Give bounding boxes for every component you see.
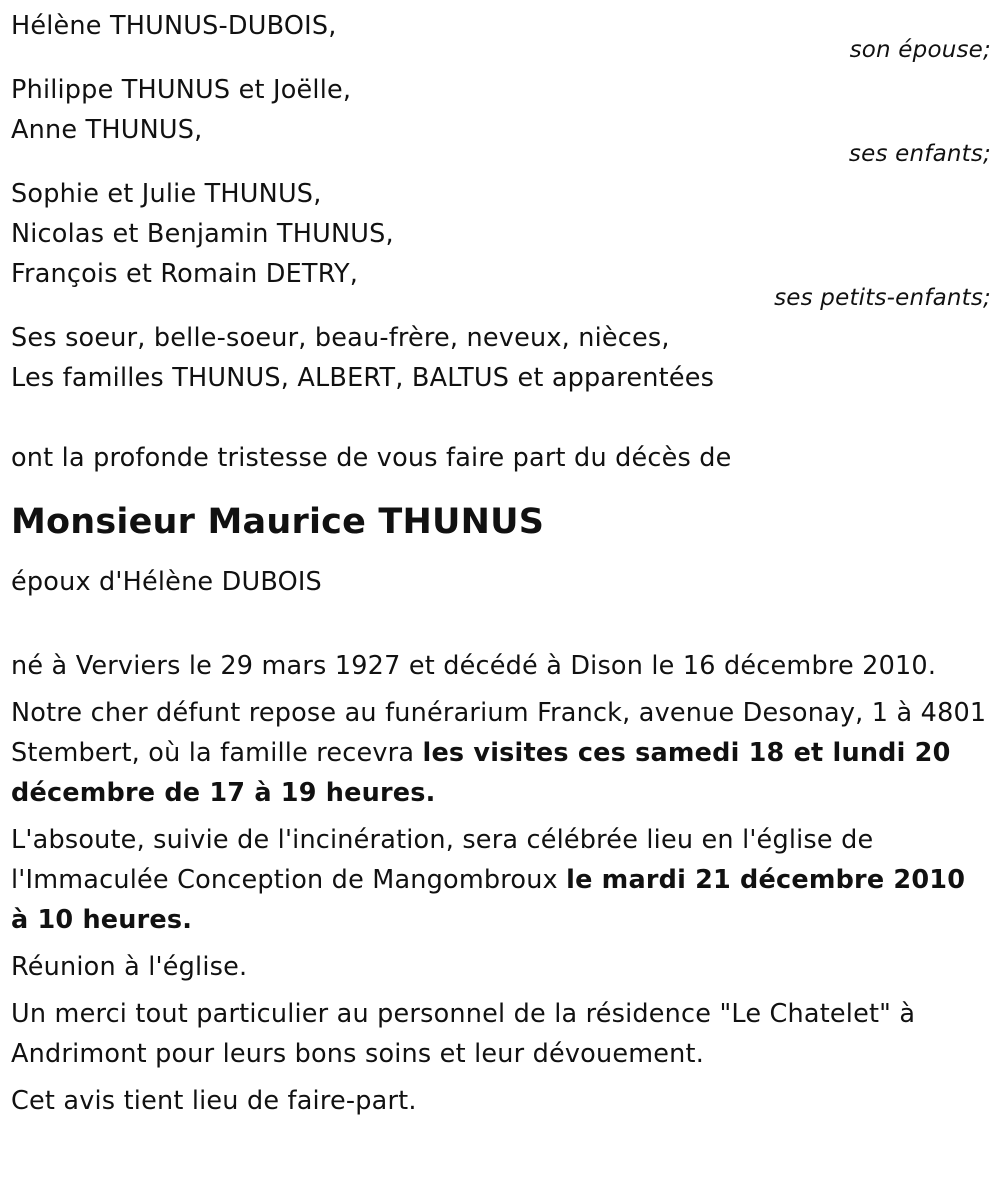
spouse-group xyxy=(11,6,991,62)
family-line: Les familles THUNUS, ALBERT, BALTUS et apparentées xyxy=(11,363,715,393)
birth-death-text: né à Verviers le 29 mars 1927 et décédé à Dison le 16 décembre 2010. xyxy=(11,651,937,681)
spouse-of-text: époux d'Hélène DUBOIS xyxy=(11,567,322,597)
child-line: Philippe THUNUS et Joëlle, xyxy=(11,75,352,105)
visits-paragraph xyxy=(11,693,991,813)
child-line: Anne THUNUS, xyxy=(11,115,203,145)
grandchild-line: François et Romain DETRY, xyxy=(11,259,359,289)
spouse-role: son épouse; xyxy=(849,37,991,63)
children-group xyxy=(11,70,991,166)
grandchildren-role: ses petits-enfants; xyxy=(774,285,991,311)
ceremony-text: L'absoute, suivie de l'incinération, sera célébrée lieu en l'église de l'Immaculée Conception de Mangombroux xyxy=(11,825,874,895)
family-group xyxy=(11,318,991,398)
grandchildren-group xyxy=(11,174,991,310)
closing-text: Cet avis tient lieu de faire-part. xyxy=(11,1086,417,1116)
grandchild-line: Nicolas et Benjamin THUNUS, xyxy=(11,219,394,249)
visits-text: Notre cher défunt repose au funérarium Franck, avenue Desonay, 1 à 4801 Stembert, où la famille recevra xyxy=(11,698,987,768)
obituary-notice xyxy=(11,6,991,1128)
ceremony-paragraph xyxy=(11,820,991,940)
family-line: Ses soeur, belle-soeur, beau-frère, neveux, nièces, xyxy=(11,323,670,353)
thanks-text: Un merci tout particulier au personnel de la résidence "Le Chatelet" à Andrimont pour leurs bons soins et leur dévouement. xyxy=(11,999,916,1069)
meeting-text: Réunion à l'église. xyxy=(11,952,248,982)
spouse-name: Hélène THUNUS-DUBOIS, xyxy=(11,11,337,41)
children-role: ses enfants; xyxy=(848,141,991,167)
grandchild-line: Sophie et Julie THUNUS, xyxy=(11,179,322,209)
ceremony-schedule: le mardi 21 décembre 2010 à 10 heures. xyxy=(11,865,966,935)
announcement-text: ont la profonde tristesse de vous faire part du décès de xyxy=(11,443,732,473)
deceased-name: Monsieur Maurice THUNUS xyxy=(11,502,545,542)
visits-schedule: les visites ces samedi 18 et lundi 20 décembre de 17 à 19 heures. xyxy=(11,738,951,808)
